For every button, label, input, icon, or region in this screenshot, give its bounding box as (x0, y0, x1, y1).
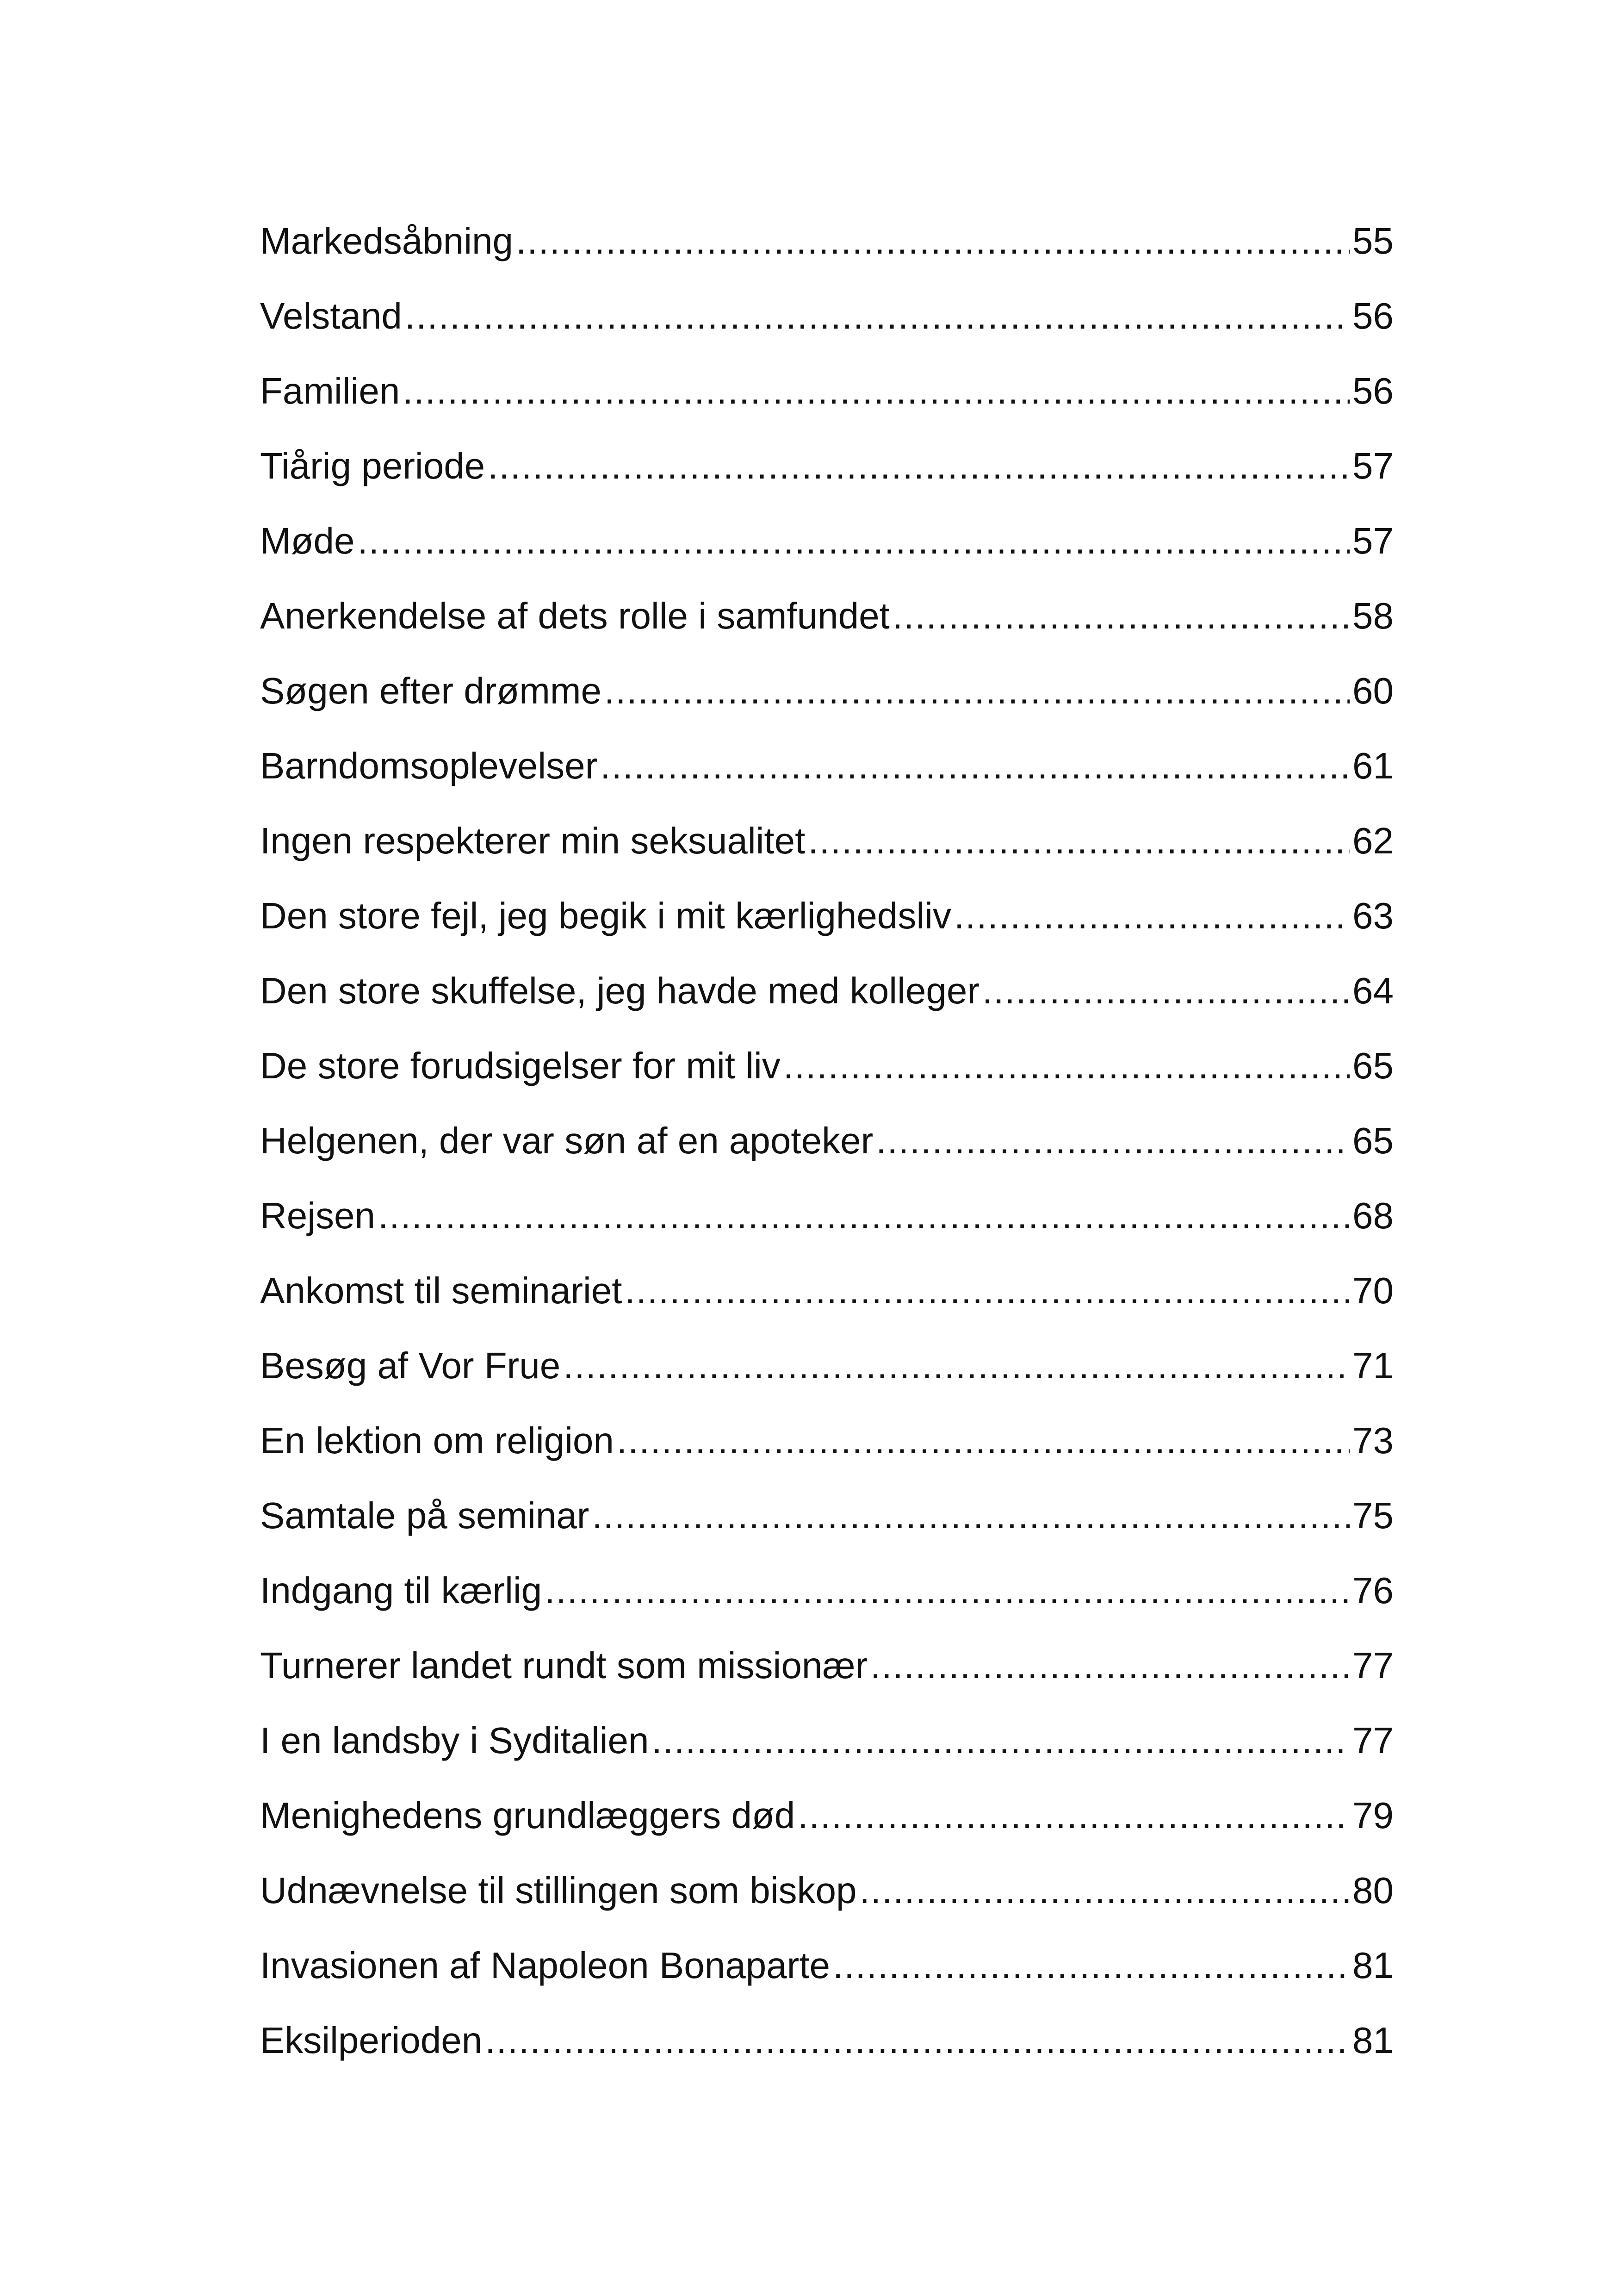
toc-entry[interactable] (260, 728, 1394, 803)
toc-entry-title: Eksilperioden (260, 2020, 483, 2061)
toc-entry-title: Møde (260, 520, 355, 561)
dot-leader (358, 504, 1350, 579)
dot-leader (870, 1628, 1350, 1703)
toc-entry[interactable] (260, 1253, 1394, 1328)
toc-entry-page: 65 (1352, 1045, 1394, 1086)
dot-leader (516, 204, 1350, 279)
toc-entry[interactable] (260, 1928, 1394, 2003)
toc-entry-page: 73 (1352, 1420, 1394, 1461)
toc-entry[interactable] (260, 279, 1394, 354)
toc-entry-title: Ankomst til seminariet (260, 1270, 622, 1311)
dot-leader (808, 803, 1350, 878)
toc-entry-page: 62 (1352, 820, 1394, 861)
dot-leader (604, 653, 1350, 728)
toc-entry-page: 61 (1352, 745, 1394, 786)
toc-entry-page: 75 (1352, 1495, 1394, 1536)
toc-entry-page: 77 (1352, 1720, 1394, 1761)
dot-leader (982, 953, 1350, 1028)
toc-entry-page: 79 (1352, 1795, 1394, 1836)
toc-entry-title: Ingen respekterer min seksualitet (260, 820, 806, 861)
toc-entry-page: 68 (1352, 1195, 1394, 1236)
toc-entry-title: De store forudsigelser for mit liv (260, 1045, 781, 1086)
toc-entry[interactable] (260, 1703, 1394, 1778)
toc-entry-page: 63 (1352, 895, 1394, 936)
toc-entry-title: Rejsen (260, 1195, 376, 1236)
toc-entry-title: Anerkendelse af dets rolle i samfundet (260, 595, 890, 636)
toc-entry-page: 70 (1352, 1270, 1394, 1311)
toc-entry[interactable] (260, 2003, 1394, 2078)
toc-entry-page: 60 (1352, 670, 1394, 711)
toc-entry-title: Den store fejl, jeg begik i mit kærlighedsliv (260, 895, 951, 936)
dot-leader (405, 279, 1350, 354)
toc-entry-title: Barndomsoplevelser (260, 745, 598, 786)
toc-entry-title: Invasionen af Napoleon Bonaparte (260, 1945, 831, 1986)
toc-entry[interactable] (260, 1553, 1394, 1628)
toc-entry-page: 76 (1352, 1570, 1394, 1611)
toc-entry[interactable] (260, 1028, 1394, 1103)
dot-leader (545, 1553, 1350, 1628)
toc-entry-title: Udnævnelse til stillingen som biskop (260, 1870, 857, 1911)
dot-leader (833, 1928, 1350, 2003)
toc-entry-title: Besøg af Vor Frue (260, 1345, 561, 1386)
toc-entry[interactable] (260, 1178, 1394, 1253)
dot-leader (617, 1403, 1350, 1478)
dot-leader (600, 728, 1350, 803)
toc-entry-page: 77 (1352, 1645, 1394, 1686)
toc-entry-title: Markedsåbning (260, 220, 513, 261)
dot-leader (876, 1103, 1350, 1178)
dot-leader (652, 1703, 1350, 1778)
toc-entry-page: 57 (1352, 445, 1394, 486)
toc-entry-title: Menighedens grundlæggers død (260, 1795, 795, 1836)
toc-entry[interactable] (260, 1853, 1394, 1928)
toc-entry-page: 81 (1352, 1945, 1394, 1986)
toc-entry-page: 56 (1352, 370, 1394, 411)
toc-entry[interactable] (260, 1628, 1394, 1703)
toc-entry-title: Indgang til kærlig (260, 1570, 542, 1611)
toc-entry-page: 71 (1352, 1345, 1394, 1386)
toc-entry-title: Den store skuffelse, jeg havde med kolleger (260, 970, 979, 1011)
toc-entry-page: 81 (1352, 2020, 1394, 2061)
dot-leader (592, 1478, 1350, 1553)
toc-entry[interactable] (260, 1103, 1394, 1178)
dot-leader (893, 579, 1350, 653)
toc-entry-title: Familien (260, 370, 400, 411)
dot-leader (625, 1253, 1350, 1328)
dot-leader (488, 429, 1350, 504)
toc-entry[interactable] (260, 953, 1394, 1028)
toc-entry-title: Samtale på seminar (260, 1495, 589, 1536)
toc-entry[interactable] (260, 579, 1394, 653)
dot-leader (860, 1853, 1350, 1928)
toc-entry-page: 56 (1352, 295, 1394, 336)
dot-leader (403, 354, 1350, 429)
toc-entry-page: 80 (1352, 1870, 1394, 1911)
toc-entry[interactable] (260, 354, 1394, 429)
toc-entry-title: En lektion om religion (260, 1420, 614, 1461)
toc-entry[interactable] (260, 1403, 1394, 1478)
toc-entry[interactable] (260, 1478, 1394, 1553)
toc-entry[interactable] (260, 204, 1394, 279)
toc-entry[interactable] (260, 653, 1394, 728)
toc-entry[interactable] (260, 429, 1394, 504)
toc-entry-title: Tiårig periode (260, 445, 485, 486)
toc-entry[interactable] (260, 504, 1394, 579)
toc-entry[interactable] (260, 878, 1394, 953)
dot-leader (485, 2003, 1350, 2078)
table-of-contents (260, 204, 1394, 2078)
toc-entry-title: Turnerer landet rundt som missionær (260, 1645, 868, 1686)
toc-entry-page: 58 (1352, 595, 1394, 636)
dot-leader (378, 1178, 1350, 1253)
toc-entry-page: 65 (1352, 1120, 1394, 1161)
dot-leader (563, 1328, 1350, 1403)
toc-entry[interactable] (260, 1778, 1394, 1853)
toc-entry-title: I en landsby i Syditalien (260, 1720, 649, 1761)
toc-entry-title: Velstand (260, 295, 402, 336)
toc-entry-page: 64 (1352, 970, 1394, 1011)
toc-entry[interactable] (260, 1328, 1394, 1403)
dot-leader (798, 1778, 1350, 1853)
toc-entry-page: 57 (1352, 520, 1394, 561)
toc-entry-title: Helgenen, der var søn af en apoteker (260, 1120, 874, 1161)
dot-leader (954, 878, 1350, 953)
toc-entry[interactable] (260, 803, 1394, 878)
toc-entry-page: 55 (1352, 220, 1394, 261)
dot-leader (783, 1028, 1350, 1103)
toc-entry-title: Søgen efter drømme (260, 670, 602, 711)
